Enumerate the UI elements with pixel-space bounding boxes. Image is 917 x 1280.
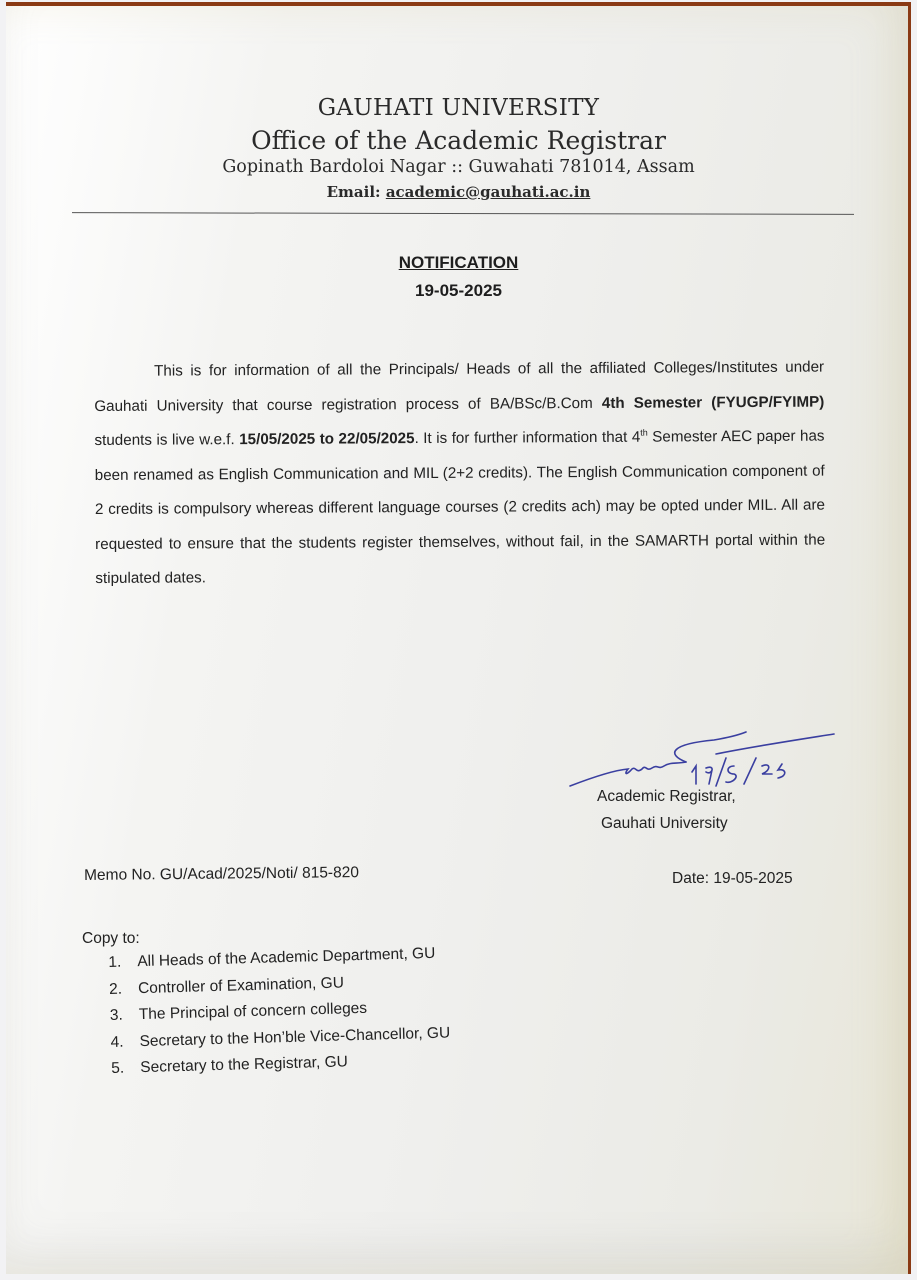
memo-number: Memo No. GU/Acad/2025/Noti/ 815-820 <box>84 864 360 884</box>
list-text: All Heads of the Academic Department, GU <box>137 944 436 971</box>
handwritten-date <box>692 758 785 786</box>
copy-to-list <box>108 941 451 1083</box>
notification-title: NOTIFICATION <box>398 253 519 272</box>
signature-flourish <box>675 732 746 762</box>
body-text-4: Semester AEC paper has been renamed as English Communication and MIL (2+2 credits). The English Communication component of 2 credits is compulsory whereas different language courses (2 credits ach) may be opted under MIL. All are requested to ensure that the students register themselves, without fail, in the SAMARTH portal within the stipulated dates. <box>94 427 826 587</box>
list-text: Secretary to the Hon’ble Vice-Chancellor, GU <box>139 1023 451 1050</box>
semester-highlight: 4th Semester (FYUGP/FYIMP) <box>601 393 825 412</box>
body-text-1: This is for information of all the Principals/ Heads of all the affiliated Colleges/Institutes under Gauhati University that course registration process of BA/BSc/B.Com <box>94 358 825 415</box>
signature-stroke <box>570 762 686 786</box>
list-text: Secretary to the Registrar, GU <box>140 1053 349 1077</box>
list-number: 5. <box>111 1059 125 1077</box>
notification-date: 19-05-2025 <box>415 281 502 300</box>
body-text-2: students is live w.e.f. <box>94 431 240 449</box>
office-address: Gopinath Bardoloi Nagar :: Guwahati 781014, Assam <box>222 157 695 177</box>
list-number: 4. <box>110 1033 124 1051</box>
list-number: 3. <box>109 1006 123 1024</box>
ordinal-suffix: th <box>640 427 648 438</box>
signatory-organization: Gauhati University <box>601 815 728 832</box>
registration-dates: 15/05/2025 to 22/05/2025 <box>239 430 415 449</box>
memo-date: Date: 19-05-2025 <box>672 870 793 887</box>
list-text: Controller of Examination, GU <box>137 973 345 997</box>
signature-date-line <box>716 734 834 754</box>
list-number: 2. <box>108 980 123 998</box>
signature-icon <box>566 714 846 794</box>
university-name: GAUHATI UNIVERSITY <box>317 95 600 121</box>
list-text: The Principal of concern colleges <box>138 999 368 1024</box>
email-line <box>0 183 917 201</box>
copy-to-label: Copy to: <box>82 930 140 947</box>
email-label: Email: <box>326 183 381 201</box>
signatory-title: Academic Registrar, <box>597 788 736 805</box>
notification-body <box>94 351 825 597</box>
body-text-3: . It is for further information that 4 <box>414 428 641 448</box>
list-number: 1. <box>108 953 122 971</box>
office-name: Office of the Academic Registrar <box>251 126 666 155</box>
email-link[interactable]: academic@gauhati.ac.in <box>385 183 591 201</box>
